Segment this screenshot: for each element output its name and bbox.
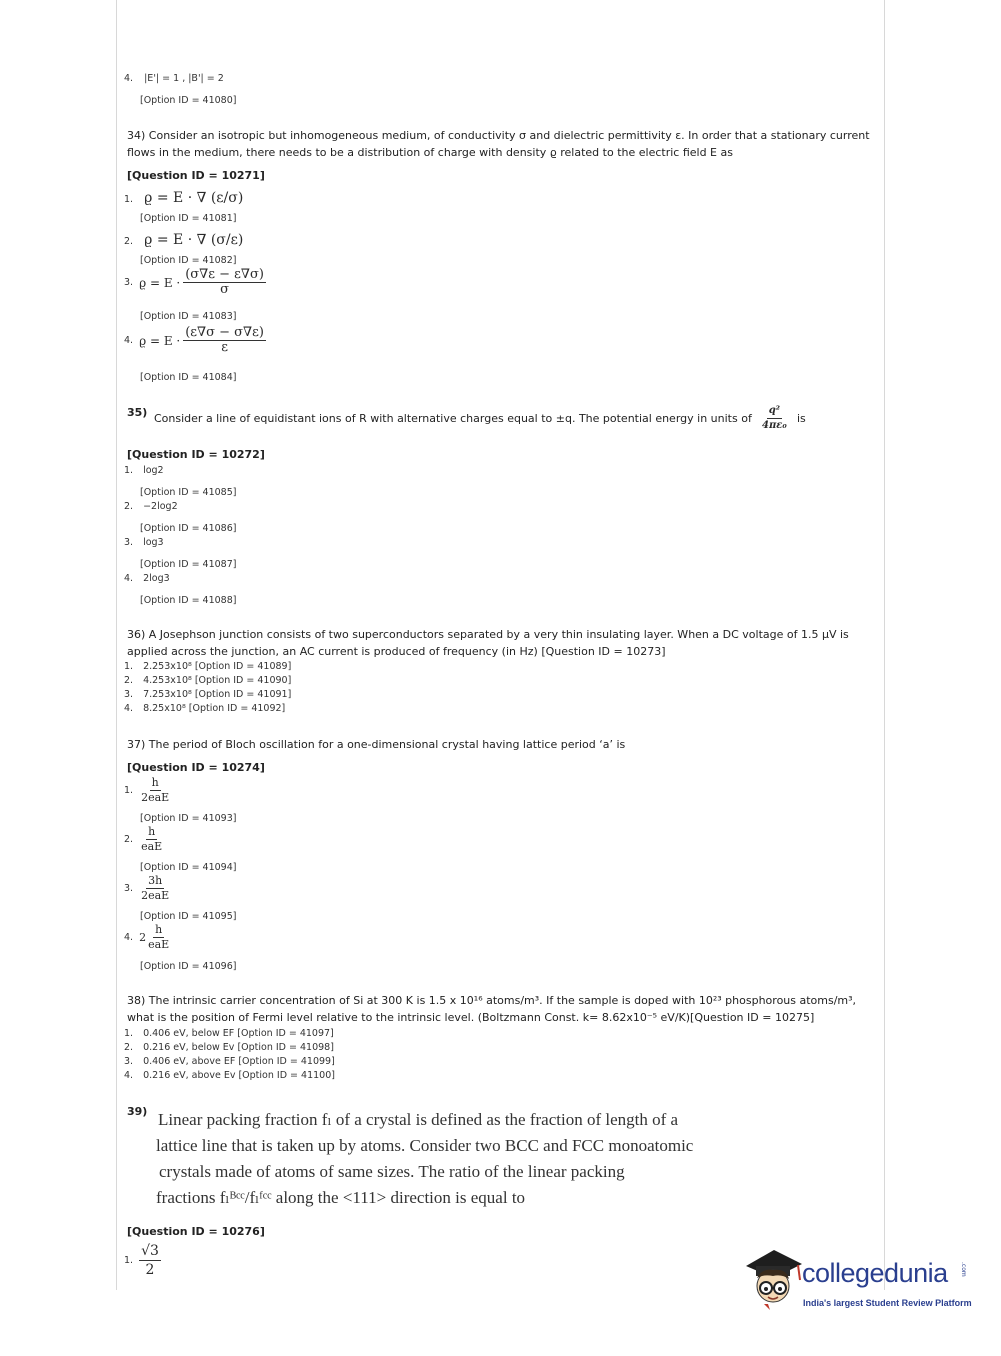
option-text: 7.253x10⁸ [Option ID = 41091] <box>143 689 292 700</box>
logo-wordmark: collegedunia <box>802 1258 948 1288</box>
option-number: 3. <box>124 689 134 700</box>
question-34-id: [Question ID = 10271] <box>127 169 265 182</box>
fraction-numerator: √3 <box>141 1243 159 1259</box>
option-number: 1. <box>124 465 134 476</box>
q38-option-4 <box>124 1070 335 1081</box>
q37-option-2 <box>124 825 164 854</box>
question-35-id: [Question ID = 10272] <box>127 448 265 461</box>
option-number: 2. <box>124 675 134 686</box>
option-id: [Option ID = 41095] <box>140 911 237 922</box>
fraction-numerator: 3h <box>148 874 163 887</box>
q35-option-2 <box>124 501 178 512</box>
option-id: [Option ID = 41082] <box>140 255 237 266</box>
left-margin-rule <box>116 0 117 1290</box>
q36-option-2 <box>124 675 291 686</box>
option-number: 4. <box>124 573 134 584</box>
option-id: [Option ID = 41096] <box>140 961 237 972</box>
option-number: 1. <box>124 785 134 796</box>
q37-option-1 <box>124 776 171 805</box>
option-fraction <box>183 268 266 297</box>
option-text: 0.406 eV, above EF [Option ID = 41099] <box>143 1056 335 1067</box>
option-number: 2. <box>124 501 134 512</box>
question-36-text: 36) A Josephson junction consists of two superconductors separated by a very thin insulating layer. When a DC voltage of 1.5 μV is applied across the junction, an AC current is produced of frequency (in Hz) [Question ID = 10273] <box>127 628 849 658</box>
question-35-text: Consider a line of equidistant ions of R with alternative charges equal to ±q. The potential energy in units of <box>154 412 752 425</box>
option-text: 0.406 eV, below EF [Option ID = 41097] <box>143 1028 334 1039</box>
q39-option-1 <box>124 1242 161 1279</box>
option-number: 1. <box>124 194 134 205</box>
collegedunia-logo[interactable] <box>742 1246 972 1316</box>
option-number: 2. <box>124 1042 134 1053</box>
option-formula: ϱ = E · ∇ (σ/ε) <box>144 232 244 248</box>
option-text: 0.216 eV, below Ev [Option ID = 41098] <box>143 1042 334 1053</box>
right-margin-rule <box>884 0 885 1290</box>
prev-option-4 <box>124 73 224 84</box>
option-text: log3 <box>143 537 164 548</box>
option-text: 2log3 <box>143 573 170 584</box>
option-number: 3. <box>124 277 134 288</box>
fraction-numerator: h <box>155 923 163 936</box>
fraction-denominator: eaE <box>148 938 170 951</box>
q37-option-3 <box>124 874 171 903</box>
option-text: 4.253x10⁸ [Option ID = 41090] <box>143 675 292 686</box>
question-35-tail: is <box>797 412 806 425</box>
fraction-denominator: 2 <box>145 1262 155 1278</box>
option-fraction <box>183 326 266 355</box>
option-id: [Option ID = 41080] <box>140 95 237 106</box>
option-id: [Option ID = 41088] <box>140 595 237 606</box>
q35-option-1 <box>124 465 164 476</box>
fraction-denominator: eaE <box>141 840 163 853</box>
option-id: [Option ID = 41086] <box>140 523 237 534</box>
option-number: 1. <box>124 1028 134 1039</box>
fraction-denominator: σ <box>220 282 229 297</box>
option-number: 2. <box>124 236 134 247</box>
option-id: [Option ID = 41083] <box>140 311 237 322</box>
question-37-text: 37) The period of Bloch oscillation for a one-dimensional crystal having lattice period ‘a’ is <box>127 738 626 751</box>
q36-option-4 <box>124 703 285 714</box>
option-id: [Option ID = 41094] <box>140 862 237 873</box>
option-number: 4. <box>124 703 134 714</box>
fraction-denominator: 4πε₀ <box>762 420 787 431</box>
option-number: 1. <box>124 1255 134 1266</box>
q38-option-1 <box>124 1028 334 1039</box>
q34-option-1 <box>124 187 243 206</box>
option-text: 8.25x10⁸ [Option ID = 41092] <box>143 703 286 714</box>
fraction-numerator: (ε∇σ − σ∇ε) <box>185 325 264 340</box>
option-number: 4. <box>124 932 134 943</box>
logo-suffix: .com <box>960 1262 967 1277</box>
q39-line-2: lattice line that is taken up by atoms. Consider two BCC and FCC monoatomic <box>156 1136 694 1155</box>
option-formula-lhs: ϱ = E · <box>139 275 181 290</box>
q39-line-4: fractions fₗᴮᶜᶜ/fₗᶠᶜᶜ along the <111> direction is equal to <box>156 1188 526 1207</box>
q36-option-3 <box>124 689 291 700</box>
fraction-numerator: h <box>151 776 159 789</box>
mascot-icon <box>742 1246 804 1312</box>
question-35-number: 35) <box>127 406 148 419</box>
option-number: 1. <box>124 661 134 672</box>
option-text: 0.216 eV, above Ev [Option ID = 41100] <box>143 1070 335 1081</box>
fraction-numerator: (σ∇ε − ε∇σ) <box>185 267 264 282</box>
q35-unit-fraction <box>760 404 789 433</box>
option-number: 2. <box>124 834 134 845</box>
question-34-text: 34) Consider an isotropic but inhomogeneous medium, of conductivity σ and dielectric permittivity ε. In order that a stationary current flows in the medium, there needs to be a distribution of charge with density ϱ related to the electric field E as <box>127 129 870 159</box>
option-text: |E'| = 1 , |B'| = 2 <box>144 73 224 84</box>
option-text: 2.253x10⁸ [Option ID = 41089] <box>143 661 292 672</box>
fraction-numerator: q² <box>767 404 782 419</box>
fraction-denominator: ε <box>221 340 228 355</box>
option-id: [Option ID = 41093] <box>140 813 237 824</box>
question-38-text: 38) The intrinsic carrier concentration of Si at 300 K is 1.5 x 10¹⁶ atoms/m³. If the sample is doped with 10²³ phosphorous atoms/m³, what is the position of Fermi level relative to the intrinsic level. (Boltzmann Const. k= 8.62x10⁻⁵ eV/K)[Question ID = 10275] <box>127 994 857 1024</box>
q38-option-2 <box>124 1042 334 1053</box>
q35-option-3 <box>124 537 164 548</box>
logo-tagline: India's largest Student Review Platform <box>803 1298 972 1308</box>
q34-option-3 <box>124 268 266 297</box>
option-text: −2log2 <box>143 501 178 512</box>
q37-option-4 <box>124 923 171 952</box>
option-number: 4. <box>124 335 134 346</box>
option-formula-lhs: ϱ = E · <box>139 333 181 348</box>
option-number: 3. <box>124 883 134 894</box>
q39-line-1: Linear packing fraction fₗ of a crystal is defined as the fraction of length of a <box>158 1110 679 1129</box>
option-text: log2 <box>143 465 164 476</box>
q35-option-4 <box>124 573 170 584</box>
option-formula: ϱ = E · ∇ (ε/σ) <box>144 190 244 206</box>
option-id: [Option ID = 41087] <box>140 559 237 570</box>
option-prefix: 2 <box>139 931 147 944</box>
option-number: 3. <box>124 537 134 548</box>
fraction-denominator: 2eaE <box>141 791 170 804</box>
q36-option-1 <box>124 661 291 672</box>
option-number: 3. <box>124 1056 134 1067</box>
q34-option-2 <box>124 229 243 248</box>
option-number: 4. <box>124 1070 134 1081</box>
option-id: [Option ID = 41084] <box>140 372 237 383</box>
question-37-id: [Question ID = 10274] <box>127 761 265 774</box>
q39-line-3: crystals made of atoms of same sizes. The ratio of the linear packing <box>159 1162 625 1181</box>
question-39-id: [Question ID = 10276] <box>127 1225 265 1238</box>
option-id: [Option ID = 41081] <box>140 213 237 224</box>
q34-option-4 <box>124 326 266 355</box>
option-number: 4. <box>124 73 134 84</box>
option-id: [Option ID = 41085] <box>140 487 237 498</box>
q38-option-3 <box>124 1056 335 1067</box>
fraction-numerator: h <box>148 825 156 838</box>
fraction-denominator: 2eaE <box>141 889 170 902</box>
question-39-number: 39) <box>127 1105 148 1118</box>
